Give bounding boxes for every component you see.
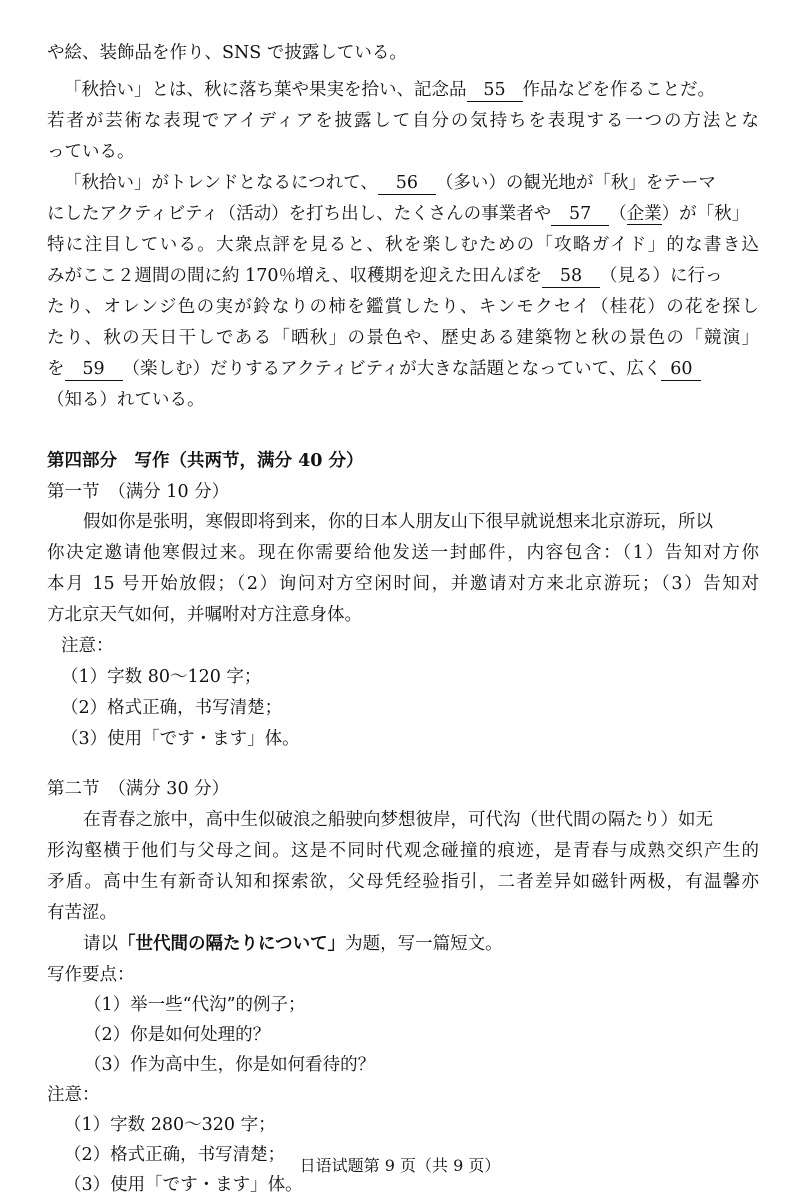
section2-note-label: 注意： xyxy=(47,1085,100,1105)
section1-paragraph-line: 方北京天气如何，并嘱咐对方注意身体。 xyxy=(47,605,362,625)
blank-56[interactable]: 56 xyxy=(378,172,436,195)
text: （ xyxy=(609,204,627,224)
section2-paragraph-line: 有苦涩。 xyxy=(47,903,117,923)
text: みがここ２週間の間に約 170％増え、収穫期を迎えた田んぼを xyxy=(47,266,543,286)
text: ）が「秋」 xyxy=(661,204,750,224)
text: （知る）れている。 xyxy=(47,390,205,410)
passage-line-7 xyxy=(47,230,759,260)
section2-note-item: （2）格式正确，书写清楚； xyxy=(64,1145,286,1165)
section2-points-label: 写作要点： xyxy=(47,965,135,985)
passage-line-9 xyxy=(47,292,759,322)
passage-line-11 xyxy=(47,354,759,384)
passage-line-1 xyxy=(47,38,759,68)
text: たり、秋の天日干しである「晒秋」の景色や、歴史ある建築物と秋の景色の「競演」 xyxy=(47,328,759,348)
section1-paragraph-line: 你决定邀请他寒假过来。现在你需要给他发送一封邮件，内容包含：（1）告知对方你 xyxy=(47,543,759,563)
text: にしたアクティビティ（活动）を打ち出し、たくさんの事業者や xyxy=(47,204,552,224)
page-footer: 日语试题第 9 页（共 9 页） xyxy=(299,1156,501,1175)
text: 「秋拾い」とは、秋に落ち葉や果実を拾い、記念品 xyxy=(64,80,467,100)
text: （楽しむ）だりするアクティビティが大きな話題となっていて、広く xyxy=(122,359,662,379)
text: （見る）に行っ xyxy=(600,266,723,286)
passage-line-6 xyxy=(47,199,759,229)
section1-paragraph-line: 假如你是张明，寒假即将到来，你的日本人朋友山下很早就说想来北京游玩，所以 xyxy=(83,512,713,532)
passage-line-5 xyxy=(64,168,759,198)
blank-57[interactable]: 57 xyxy=(551,203,609,226)
text: 特に注目している。大衆点評を見ると、秋を楽しむための「攻略ガイド」的な書き込 xyxy=(47,235,759,255)
section2-point-item: （2）你是如何处理的？ xyxy=(84,1025,271,1045)
passage-line-10 xyxy=(47,323,759,353)
essay-title: 「世代間の隔たりについて」 xyxy=(118,934,346,954)
section2-paragraph-line: 形沟壑横于他们与父母之间。这是不同时代观念碰撞的痕迹，是青春与成熟交织产生的 xyxy=(47,841,759,861)
section2-point-item: （1）举一些“代沟”的例子； xyxy=(84,995,306,1015)
passage-line-3 xyxy=(47,106,759,136)
text: 请以 xyxy=(83,934,118,954)
section2-title: 第二节 （满分 30 分） xyxy=(47,779,230,799)
section1-note-item: （3）使用「です・ます」体。 xyxy=(61,729,300,749)
blank-55[interactable]: 55 xyxy=(467,79,523,102)
part4-title: 第四部分 写作（共两节，满分 40 分） xyxy=(47,451,364,471)
text: を xyxy=(47,359,65,379)
section2-note-item: （3）使用「です・ます」体。 xyxy=(64,1175,303,1195)
section1-note-item: （1）字数 80～120 字； xyxy=(61,667,262,687)
passage-line-2 xyxy=(64,75,759,105)
section1-note-item: （2）格式正确，书写清楚； xyxy=(61,698,283,718)
underlined-word: 企業 xyxy=(626,204,662,224)
section1-paragraph-line: 本月 15 号开始放假；（2）询问对方空闲时间，并邀请对方来北京游玩；（3）告知对 xyxy=(47,574,759,594)
section2-paragraph-line: 矛盾。高中生有新奇认知和探索欲，父母凭经验指引，二者差异如磁针两极，有温馨亦 xyxy=(47,872,759,892)
passage-line-12 xyxy=(47,385,759,415)
text: 作品などを作ることだ。 xyxy=(522,80,715,100)
text: っている。 xyxy=(47,142,135,162)
section2-point-item: （3）作为高中生，你是如何看待的？ xyxy=(84,1055,376,1075)
passage-line-4 xyxy=(47,137,759,167)
blank-60[interactable]: 60 xyxy=(661,358,701,381)
section1-note-label: 注意： xyxy=(61,636,114,656)
blank-58[interactable]: 58 xyxy=(542,265,600,288)
section2-paragraph-line: 在青春之旅中，高中生似破浪之船驶向梦想彼岸，可代沟（世代間の隔たり）如无 xyxy=(83,810,713,830)
text: や絵、装飾品を作り、SNS で披露している。 xyxy=(47,43,407,63)
text: 「秋拾い」がトレンドとなるにつれて、 xyxy=(64,173,378,193)
text: たり、オレンジ色の実が鈴なりの柿を鑑賞したり、キンモクセイ（桂花）の花を探し xyxy=(47,297,759,317)
section1-title: 第一节 （满分 10 分） xyxy=(47,482,230,502)
text: 若者が芸術な表現でアイディアを披露して自分の気持ちを表現する一つの方法とな xyxy=(47,111,759,131)
section2-note-item: （1）字数 280～320 字； xyxy=(64,1115,276,1135)
passage-line-8 xyxy=(47,261,759,291)
section2-prompt xyxy=(83,929,759,959)
blank-59[interactable]: 59 xyxy=(65,358,123,381)
text: 为题，写一篇短文。 xyxy=(345,934,503,954)
text: （多い）の観光地が「秋」をテーマ xyxy=(435,173,716,193)
